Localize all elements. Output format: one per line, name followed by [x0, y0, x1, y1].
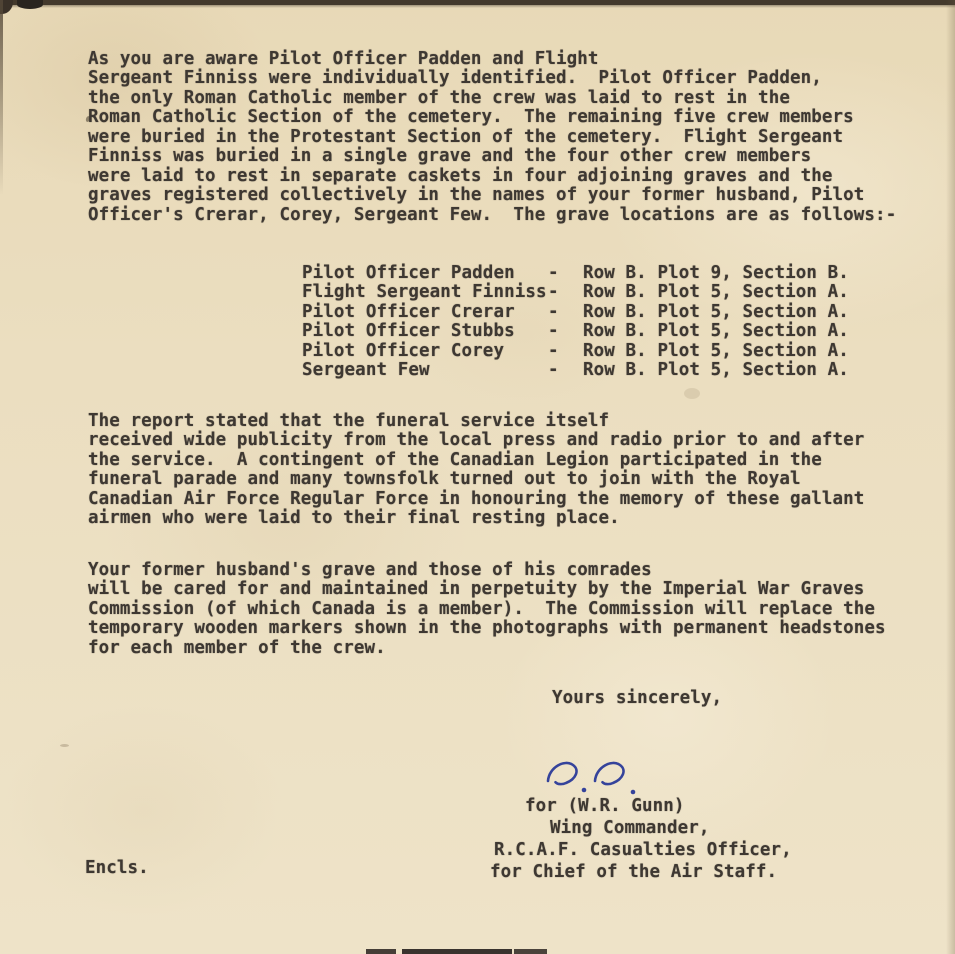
grave-location: Row B. Plot 5, Section A. [583, 301, 849, 322]
grave-location-row [302, 303, 849, 322]
paragraph-graves-commission [88, 561, 886, 658]
crew-member-name: Flight Sergeant Finniss [302, 282, 547, 303]
dash-separator: - [548, 301, 559, 322]
grave-location: Row B. Plot 5, Section A. [583, 340, 849, 361]
paragraph-identification-and-burial [88, 50, 896, 225]
text-line: As you are aware Pilot Officer Padden and Flight [88, 49, 599, 69]
grave-location: Row B. Plot 9, Section B. [583, 263, 849, 283]
text-line: were buried in the Protestant Section of the cemetery. Flight Sergeant [88, 126, 844, 147]
crew-member-name: Sergeant Few [302, 360, 430, 381]
grave-location-row [302, 361, 849, 380]
handwritten-signature [540, 754, 660, 802]
scan-bottom-bar [366, 949, 396, 954]
signer-rank-line: Wing Commander, [550, 818, 710, 838]
grave-location-row [302, 283, 849, 302]
dash-separator: - [548, 263, 559, 283]
text-line: Commission (of which Canada is a member). The Commission will replace the [88, 598, 876, 619]
grave-location-row [302, 322, 849, 341]
text-line: the service. A contingent of the Canadian Legion participated in the [88, 449, 822, 470]
crew-member-name: Pilot Officer Crerar [302, 301, 515, 322]
text-line: temporary wooden markers shown in the photographs with permanent headstones [88, 618, 886, 639]
text-line: Canadian Air Force Regular Force in honouring the memory of these gallant [88, 488, 865, 509]
grave-location-row [302, 342, 849, 361]
crew-member-name: Pilot Officer Corey [302, 340, 505, 361]
text-line: Sergeant Finniss were individually identified. Pilot Officer Padden, [88, 68, 822, 89]
signer-office-line: R.C.A.F. Casualties Officer, [494, 840, 792, 860]
text-line: Roman Catholic Section of the cemetery. The remaining five crew members [88, 107, 854, 128]
text-line: the only Roman Catholic member of the crew was laid to rest in the [88, 87, 790, 108]
text-line: airmen who were laid to their final resting place. [88, 508, 620, 529]
dash-separator: - [548, 282, 559, 303]
text-line: received wide publicity from the local press and radio prior to and after [88, 430, 865, 451]
paper-speck [60, 744, 69, 747]
text-line: Finniss was buried in a single grave and the four other crew members [88, 146, 812, 167]
grave-location: Row B. Plot 5, Section A. [583, 360, 849, 381]
dash-separator: - [548, 360, 559, 381]
grave-location-row [302, 264, 849, 283]
grave-location: Row B. Plot 5, Section A. [583, 321, 849, 342]
scan-top-edge-fade [0, 5, 955, 8]
text-line: Your former husband's grave and those of his comrades [88, 560, 652, 580]
paragraph-funeral-service [88, 412, 864, 529]
paper-smudge [684, 388, 700, 399]
text-line: were laid to rest in separate caskets in four adjoining graves and the [88, 165, 833, 186]
crew-member-name: Pilot Officer Stubbs [302, 321, 515, 342]
scan-top-blemish [17, 0, 43, 9]
text-line: The report stated that the funeral service itself [88, 411, 610, 431]
grave-locations-table [302, 264, 849, 381]
text-line: will be cared for and maintained in perpetuity by the Imperial War Graves [88, 579, 865, 600]
signer-authority-line: for Chief of the Air Staff. [490, 862, 778, 882]
closing-salutation: Yours sincerely, [552, 688, 723, 708]
scan-bottom-bar [514, 949, 547, 954]
text-line: Officer's Crerar, Corey, Sergeant Few. The grave locations are as follows:- [88, 204, 897, 225]
text-line: funeral parade and many townsfolk turned out to join with the Royal [88, 469, 801, 490]
signed-for-line: for (W.R. Gunn) [525, 796, 685, 816]
dash-separator: - [548, 321, 559, 342]
scan-left-edge [0, 0, 3, 195]
scan-bottom-bar [402, 949, 512, 954]
crew-member-name: Pilot Officer Padden [302, 263, 515, 283]
text-line: graves registered collectively in the names of your former husband, Pilot [88, 185, 865, 206]
enclosures-note: Encls. [85, 858, 149, 878]
text-line: for each member of the crew. [88, 637, 386, 658]
grave-location: Row B. Plot 5, Section A. [583, 282, 849, 303]
scan-right-shadow [946, 0, 955, 954]
dash-separator: - [548, 340, 559, 361]
